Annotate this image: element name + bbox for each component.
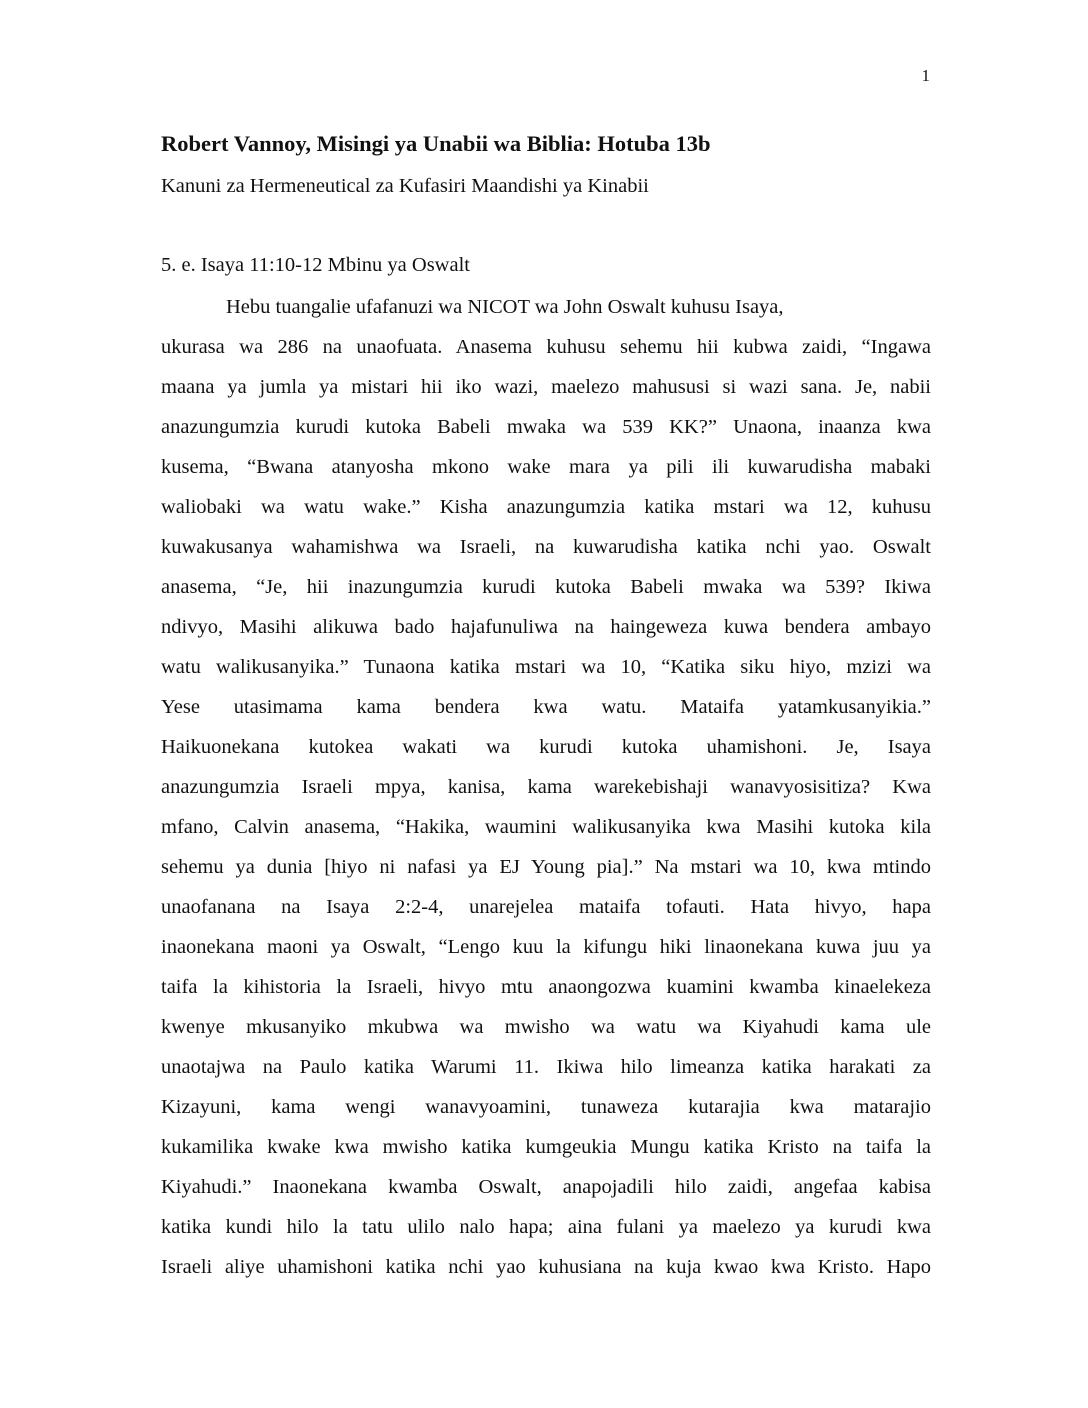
- lecture-title: Robert Vannoy, Misingi ya Unabii wa Biblia: Hotuba 13b: [161, 131, 711, 156]
- body-line: ukurasa wa 286 na unaofuata. Anasema kuhusu sehemu hii kubwa zaidi, “Ingawa: [161, 336, 931, 358]
- body-line: katika kundi hilo la tatu ulilo nalo hapa; aina fulani ya maelezo ya kurudi kwa: [161, 1216, 931, 1238]
- body-line: Haikuonekana kutokea wakati wa kurudi kutoka uhamishoni. Je, Isaya: [161, 736, 931, 758]
- body-line: Kiyahudi.” Inaonekana kwamba Oswalt, anapojadili hilo zaidi, angefaa kabisa: [161, 1176, 931, 1198]
- body-line: kukamilika kwake kwa mwisho katika kumgeukia Mungu katika Kristo na taifa la: [161, 1136, 931, 1158]
- body-line: Israeli aliye uhamishoni katika nchi yao kuhusiana na kuja kwao kwa Kristo. Hapo: [161, 1256, 931, 1278]
- body-line: taifa la kihistoria la Israeli, hivyo mtu anaongozwa kuamini kwamba kinaelekeza: [161, 976, 931, 998]
- body-line: anazungumzia kurudi kutoka Babeli mwaka wa 539 KK?” Unaona, inaanza kwa: [161, 416, 931, 438]
- body-line: inaonekana maoni ya Oswalt, “Lengo kuu la kifungu hiki linaonekana kuwa juu ya: [161, 936, 931, 958]
- body-line: Hebu tuangalie ufafanuzi wa NICOT wa John Oswalt kuhusu Isaya,: [226, 296, 784, 318]
- body-line: kuwakusanya wahamishwa wa Israeli, na kuwarudisha katika nchi yao. Oswalt: [161, 536, 931, 558]
- body-line: Kizayuni, kama wengi wanavyoamini, tunaweza kutarajia kwa matarajio: [161, 1096, 931, 1118]
- page-number: 1: [921, 66, 930, 85]
- section-heading: 5. e. Isaya 11:10-12 Mbinu ya Oswalt: [161, 254, 470, 276]
- body-line: waliobaki wa watu wake.” Kisha anazungumzia katika mstari wa 12, kuhusu: [161, 496, 931, 518]
- body-line: anasema, “Je, hii inazungumzia kurudi kutoka Babeli mwaka wa 539? Ikiwa: [161, 576, 931, 598]
- body-line: sehemu ya dunia [hiyo ni nafasi ya EJ Young pia].” Na mstari wa 10, kwa mtindo: [161, 856, 931, 878]
- body-line: mfano, Calvin anasema, “Hakika, waumini walikusanyika kwa Masihi kutoka kila: [161, 816, 931, 838]
- body-line: anazungumzia Israeli mpya, kanisa, kama warekebishaji wanavyosisitiza? Kwa: [161, 776, 931, 798]
- body-line: kusema, “Bwana atanyosha mkono wake mara ya pili ili kuwarudisha mabaki: [161, 456, 931, 478]
- body-line: ndivyo, Masihi alikuwa bado hajafunuliwa na haingeweza kuwa bendera ambayo: [161, 616, 931, 638]
- body-line: unaofanana na Isaya 2:2-4, unarejelea mataifa tofauti. Hata hivyo, hapa: [161, 896, 931, 918]
- body-text: [161, 287, 931, 1287]
- body-line: unaotajwa na Paulo katika Warumi 11. Ikiwa hilo limeanza katika harakati za: [161, 1056, 931, 1078]
- body-line: maana ya jumla ya mistari hii iko wazi, maelezo mahususi si wazi sana. Je, nabii: [161, 376, 931, 398]
- body-line: kwenye mkusanyiko mkubwa wa mwisho wa watu wa Kiyahudi kama ule: [161, 1016, 931, 1038]
- body-line: watu walikusanyika.” Tunaona katika mstari wa 10, “Katika siku hiyo, mzizi wa: [161, 656, 931, 678]
- body-line: Yese utasimama kama bendera kwa watu. Mataifa yatamkusanyikia.”: [161, 696, 931, 718]
- lecture-subtitle: Kanuni za Hermeneutical za Kufasiri Maandishi ya Kinabii: [161, 175, 649, 197]
